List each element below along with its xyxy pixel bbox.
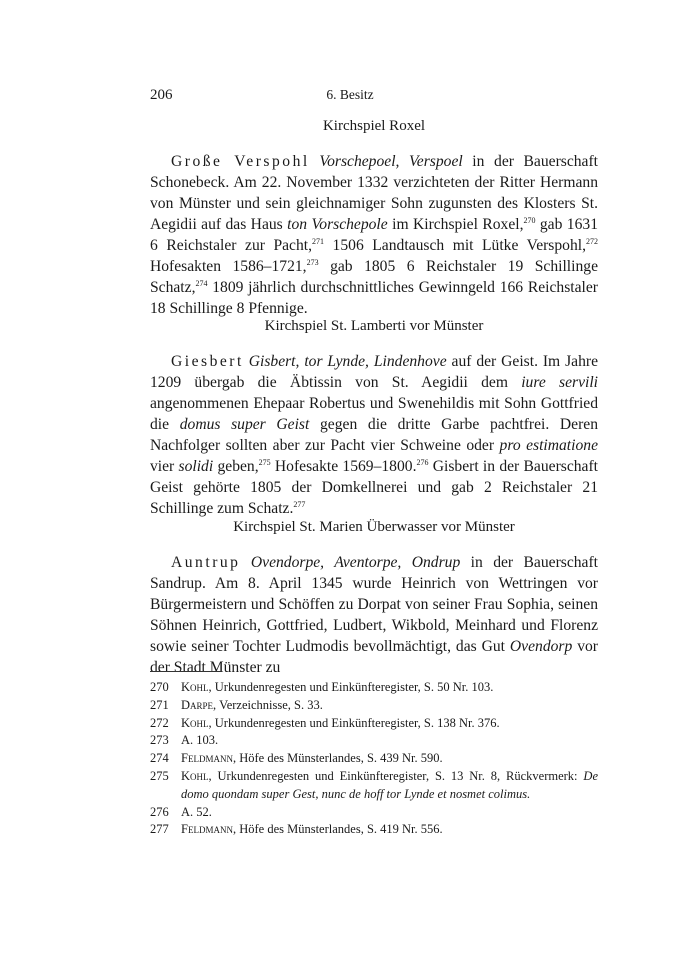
author-name: Kohl [181,715,209,730]
footnote-text [181,679,598,697]
farm-name: Auntrup [171,554,241,571]
italic-run: solidi [178,458,214,475]
footnote-number: 274 [150,751,169,766]
paragraph-giesbert [150,351,598,519]
footnote-text [181,768,598,804]
italic-run: iure servili [521,374,598,391]
footnote-ref: 271 [312,237,325,246]
footnote-ref: 272 [586,237,598,246]
text-run: vier [150,458,179,475]
text-run: gegen die dritte Garbe pachtfrei. Deren Nachfolger sollten aber zur Pacht vier Schweine oder [150,416,599,454]
text-run: im Kirchspiel Roxel, [387,216,524,233]
footnote-number: 275 [150,768,169,783]
footnote-text [181,804,598,822]
section-heading-ueberwasser: Kirchspiel St. Marien Überwasser vor Münster [233,519,515,535]
text-run: angenommenen Ehepaar Robertus und Swenehildis mit Sohn Gottfried die [150,395,598,433]
footnote-number: 272 [150,715,169,730]
text-run: , Urkundenregesten und Einkünfteregister, S. 138 Nr. 376. [208,715,500,730]
farm-name: Große Verspohl [171,153,310,170]
farm-name: Giesbert [171,353,244,370]
text-run: in der Bauerschaft Schonebeck. Am 22. November 1332 verzichteten der Ritter Hermann von Münster und sein gleichnamiger Sohn zugunsten des Klosters St. Aegidii auf das Haus [150,153,598,233]
author-name: Kohl [181,680,209,694]
footnote-text [181,750,598,768]
section-heading-roxel: Kirchspiel Roxel [322,118,426,134]
text-run: in der Bauerschaft Sandrup. Am 8. April 1345 wurde Heinrich von Wettringen vor Bürgermeistern und Schöffen zu Dorpat von seiner Frau Sophia, seinen Söhnen Heinrich, Gottfried, Ludbert, Wikbold, Meinhard und Florenz sowie seiner Tochter Ludmodis bevollmächtigt, das Gut [150,554,598,655]
footnote-text [181,715,598,733]
italic-run: Ovendorpe, Aventorpe, Ondrup [250,554,461,571]
author-name: Darpe [181,697,214,712]
text-run: A. 103. [181,733,219,748]
author-name: Feldmann [181,822,233,837]
footnote-text [181,697,598,715]
text-run: gab 1631 6 Reichstaler zur Pacht, [150,216,598,254]
footnote-text [181,821,598,839]
text-run: Hofesakten 1586–1721, [150,258,307,275]
text-run: auf der Geist. Im Jahre 1209 übergab die Äbtissin von St. Aegidii dem [150,353,598,391]
footnote-number: 273 [150,733,169,748]
text-run: , Verzeichnisse, S. 33. [213,697,323,712]
text-run: geben, [213,458,259,475]
text-run [240,554,250,571]
footnote-number: 276 [150,804,169,819]
author-name: Kohl [181,768,209,783]
footnote-ref: 276 [416,458,429,467]
author-name: Feldmann [181,751,233,766]
footnote-ref: 274 [195,279,208,288]
text-run: gab 1805 6 Reichstaler 19 Schillinge Schatz, [150,258,598,296]
footnote-ref: 275 [258,458,271,467]
text-run: , Urkundenregesten und Einkünfteregister, S. 13 Nr. 8, Rückvermerk: [208,768,584,783]
footnote [150,804,598,822]
text-run: 1506 Landtausch mit Lütke Verspohl, [324,237,586,254]
section-heading-lamberti: Kirchspiel St. Lamberti vor Münster [264,318,484,334]
footnote-ref: 277 [293,500,306,509]
text-run: , Urkundenregesten und Einkünfteregister, S. 50 Nr. 103. [208,680,494,694]
footnote-ref: 273 [306,258,319,267]
footnote [150,679,598,697]
text-run: A. 52. [181,804,212,819]
italic-run: Ovendorp [509,638,573,655]
text-run [310,153,320,170]
paragraph-grosse-verspohl [150,151,598,319]
footnote-rule [150,671,222,672]
italic-run: pro estimatione [499,437,598,454]
footnote [150,697,598,715]
footnote [150,768,598,804]
italic-run: ton Vorschepole [287,216,388,233]
footnote-text [181,732,598,750]
footnotes [150,679,598,839]
italic-run: Vorschepoel, Verspoel [319,153,463,170]
running-head: 6. Besitz [326,87,374,102]
text-run: , Höfe des Münsterlandes, S. 419 Nr. 556. [232,822,443,837]
italic-run: domus super Geist [179,416,310,433]
page-number: 206 [150,87,173,103]
footnote [150,732,598,750]
footnote-number: 271 [150,697,169,712]
text-run: 1809 jährlich durchschnittliches Gewinngeld 166 Reichstaler 18 Schillinge 8 Pfennige. [150,279,598,317]
footnote [150,821,598,839]
text-run: Hofesakte 1569–1800. [270,458,417,475]
footnote-number: 270 [150,680,169,694]
text-run: , Höfe des Münsterlandes, S. 439 Nr. 590. [232,751,443,766]
footnote-ref: 270 [523,216,536,225]
paragraph-auntrup [150,552,598,678]
footnote-number: 277 [150,822,169,837]
italic-run: De domo quondam super Gest, nunc de hoff tor Lynde et nosmet colimus. [181,768,598,801]
italic-run: Gisbert, tor Lynde, Lindenhove [248,353,447,370]
text-run: vor der Stadt Münster zu [150,638,598,676]
text-run: Gisbert in der Bauerschaft Geist gehörte 1805 der Domkellnerei und gab 2 Reichstaler 21 Schillinge zum Schatz. [150,458,598,517]
footnote [150,750,598,768]
footnote [150,715,598,733]
